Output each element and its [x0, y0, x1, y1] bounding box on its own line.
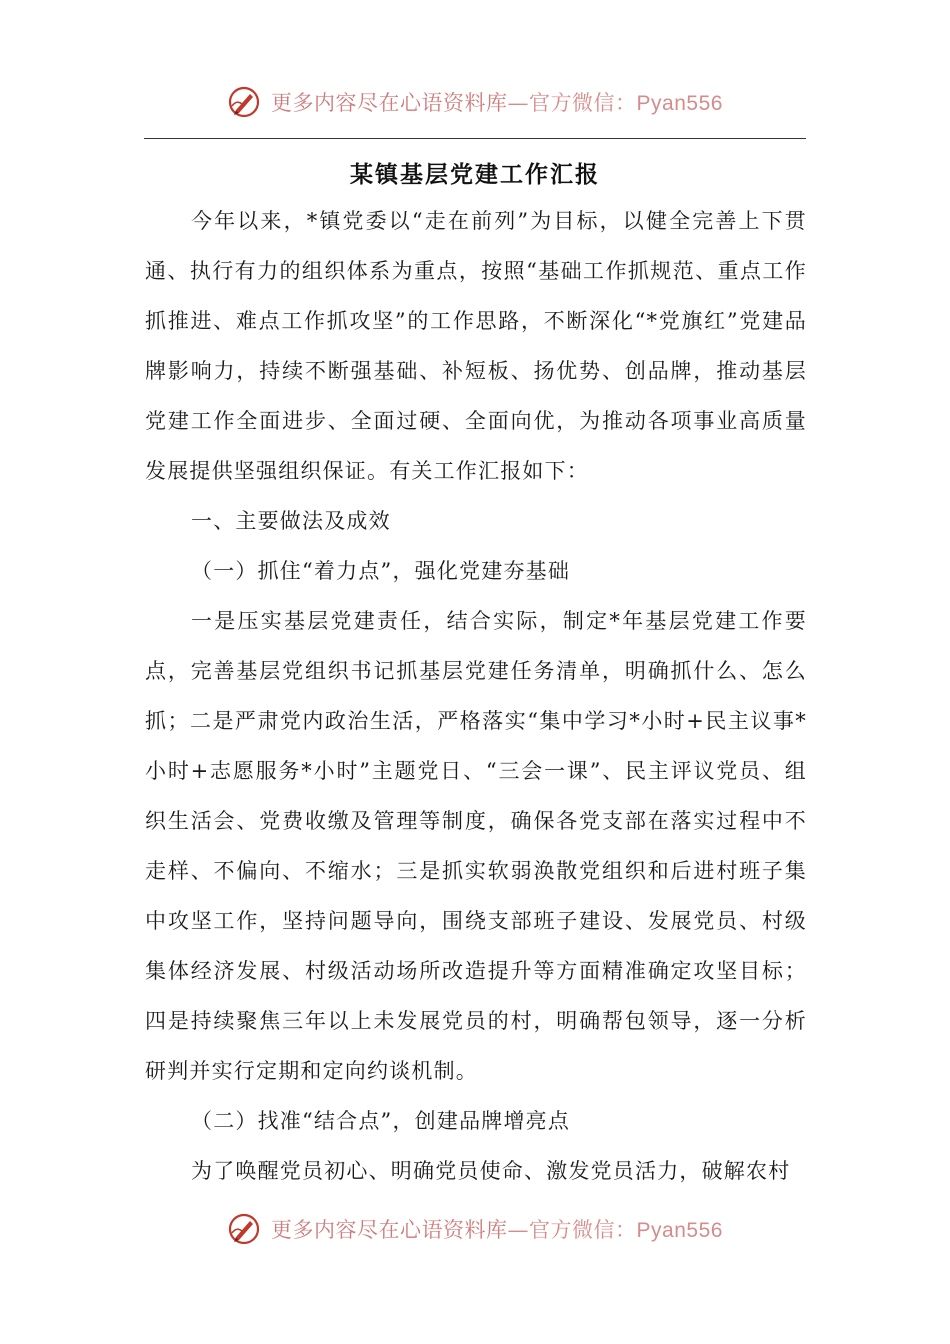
- paragraph-branding: 为了唤醒党员初心、明确党员使命、激发党员活力，破解农村: [191, 1159, 791, 1183]
- footer-wx-id: Pyan556: [636, 1219, 723, 1242]
- paragraph-measures: 一是压实基层党建责任，结合实际，制定*年基层党建工作要点，完善基层党组织书记抓基层党建任务清单，明确抓什么、怎么抓；二是严肃党内政治生活，严格落实“集中学习*小时+民主议事*小时+志愿服务*小时”主题党日、“三会一课”、民主评议党员、组织生活会、党费收缴及管理等制度，确保各党支部在落实过程中不走样、不偏向、不缩水；三是抓实软弱涣散党组织和后进村班子集中攻坚工作，坚持问题导向，围绕支部班子建设、发展党员、村级集体经济发展、村级活动场所改造提升等方面精准确定攻坚目标；四是持续聚焦三年以上未发展党员的村，明确帮包领导，逐一分析研判并实行定期和定向约谈机制。: [145, 609, 807, 1083]
- paragraph-intro: 今年以来，*镇党委以“走在前列”为目标，以健全完善上下贯通、执行有力的组织体系为重点，按照“基础工作抓规范、重点工作抓推进、难点工作抓攻坚”的工作思路，不断深化“*党旗红”党建品牌影响力，持续不断强基础、补短板、扬优势、创品牌，推动基层党建工作全面进步、全面过硬、全面向优，为推动各项事业高质量发展提供坚强组织保证。有关工作汇报如下：: [145, 209, 807, 483]
- header-divider: [144, 138, 806, 139]
- footer-banner-text: [271, 1214, 723, 1244]
- pen-logo-icon: [227, 1212, 261, 1246]
- footer-dash: —: [507, 1218, 530, 1242]
- header-wx-label: 官方微信：: [529, 91, 637, 115]
- header-banner-text: [271, 87, 723, 117]
- subheading-2: （二）找准“结合点”，创建品牌增亮点: [191, 1109, 571, 1133]
- document-body: [145, 196, 807, 1196]
- header-site-name: 更多内容尽在心语资料库: [271, 91, 508, 115]
- document-title: 某镇基层党建工作汇报: [350, 161, 600, 188]
- footer-site-name: 更多内容尽在心语资料库: [271, 1218, 508, 1242]
- header-wx-id: Pyan556: [636, 92, 723, 115]
- header-banner: [0, 80, 950, 124]
- footer-wx-label: 官方微信：: [529, 1218, 637, 1242]
- pen-logo-icon: [227, 85, 261, 119]
- footer-banner: [0, 1207, 950, 1251]
- subheading-1: （一）抓住“着力点”，强化党建夯基础: [191, 559, 571, 583]
- header-dash: —: [507, 91, 530, 115]
- heading-section-1: 一、主要做法及成效: [191, 509, 391, 533]
